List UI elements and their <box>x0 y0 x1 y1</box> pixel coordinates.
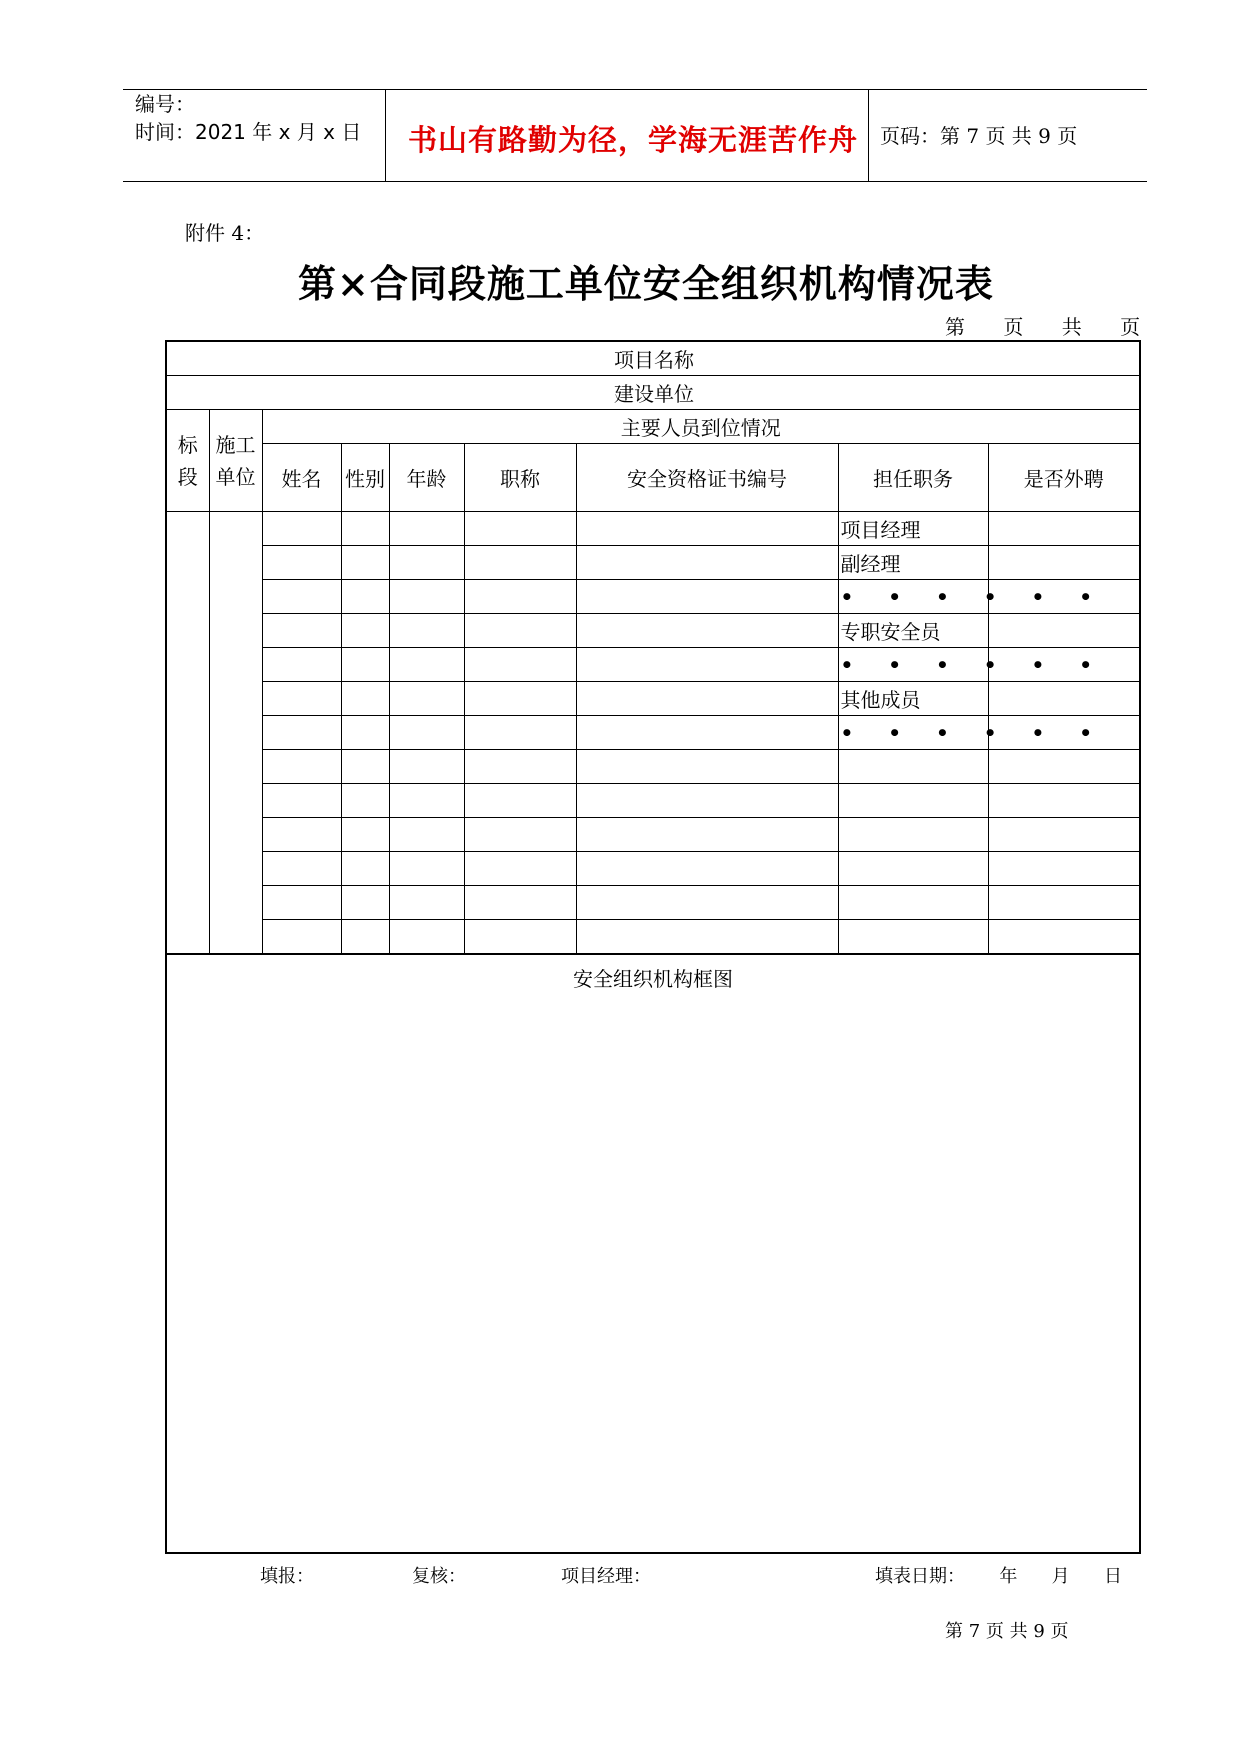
age-cell[interactable] <box>389 784 464 818</box>
gender-cell[interactable] <box>341 750 389 784</box>
name-cell[interactable] <box>262 852 341 886</box>
title-cell[interactable] <box>464 750 576 784</box>
table-row <box>166 614 1140 648</box>
cert-no-cell[interactable] <box>576 682 838 716</box>
name-cell[interactable] <box>262 648 341 682</box>
external-cell[interactable] <box>988 852 1140 886</box>
external-cell[interactable] <box>988 818 1140 852</box>
title-cell[interactable] <box>464 648 576 682</box>
gender-cell[interactable] <box>341 818 389 852</box>
name-cell[interactable] <box>262 886 341 920</box>
org-chart-frame-title: 安全组织机构框图 <box>573 967 734 991</box>
table-row <box>166 886 1140 920</box>
header-divider-right <box>868 89 869 181</box>
external-cell[interactable] <box>988 920 1140 955</box>
external-cell[interactable] <box>988 886 1140 920</box>
section-char-2: 段 <box>177 464 198 489</box>
age-cell[interactable] <box>389 750 464 784</box>
position-cell[interactable] <box>838 784 988 818</box>
external-cell[interactable] <box>988 512 1140 546</box>
construct-unit-header <box>209 410 262 512</box>
bottom-page-number: 第 7 页 共 9 页 <box>945 1621 1069 1642</box>
table-row <box>166 716 1140 750</box>
cert-no-cell[interactable] <box>576 784 838 818</box>
gender-cell[interactable] <box>341 784 389 818</box>
header-top-rule <box>123 89 1147 90</box>
position-cell[interactable] <box>838 920 988 955</box>
title-cell[interactable] <box>464 886 576 920</box>
construct-unit-cell[interactable] <box>209 512 262 955</box>
name-cell[interactable] <box>262 614 341 648</box>
name-cell[interactable] <box>262 818 341 852</box>
table-row <box>166 818 1140 852</box>
col-header-cert-no: 安全资格证书编号 <box>576 444 838 512</box>
cert-no-cell[interactable] <box>576 614 838 648</box>
footer-pm-label: 项目经理： <box>561 1566 651 1587</box>
cert-no-cell[interactable] <box>576 716 838 750</box>
cert-no-cell[interactable] <box>576 580 838 614</box>
position-cell[interactable] <box>838 886 988 920</box>
title-cell[interactable] <box>464 682 576 716</box>
gender-cell[interactable] <box>341 580 389 614</box>
header-divider-left <box>385 89 386 181</box>
title-cell[interactable] <box>464 512 576 546</box>
project-name-label: 项目名称 <box>614 348 695 372</box>
cert-no-cell[interactable] <box>576 818 838 852</box>
gender-cell[interactable] <box>341 614 389 648</box>
col-header-age: 年龄 <box>389 444 464 512</box>
col-header-title: 职称 <box>464 444 576 512</box>
page-title: 第×合同段施工单位安全组织机构情况表 <box>298 261 994 306</box>
age-cell[interactable] <box>389 682 464 716</box>
title-cell[interactable] <box>464 614 576 648</box>
gender-cell[interactable] <box>341 512 389 546</box>
age-cell[interactable] <box>389 920 464 955</box>
build-unit-label: 建设单位 <box>614 382 695 406</box>
header-bottom-rule <box>123 181 1147 182</box>
header-page-code: 页码：第 7 页 共 9 页 <box>880 124 1078 148</box>
footer-fill-label: 填报： <box>260 1566 314 1587</box>
title-cell[interactable] <box>464 852 576 886</box>
section-header <box>166 410 209 512</box>
org-chart-frame[interactable] <box>166 954 1140 1553</box>
safety-org-table-wrap <box>165 340 1139 1554</box>
table-row <box>166 580 1140 614</box>
external-cell[interactable] <box>988 750 1140 784</box>
cert-no-cell[interactable] <box>576 750 838 784</box>
name-cell[interactable] <box>262 920 341 955</box>
cert-no-cell[interactable] <box>576 512 838 546</box>
footer-review-label: 复核： <box>412 1566 466 1587</box>
title-cell[interactable] <box>464 784 576 818</box>
position-cell[interactable]: • • • • • • <box>838 648 988 682</box>
position-cell[interactable]: 专职安全员 <box>838 614 988 648</box>
name-cell[interactable] <box>262 750 341 784</box>
table-row <box>166 682 1140 716</box>
position-cell[interactable] <box>838 852 988 886</box>
name-cell[interactable] <box>262 512 341 546</box>
position-cell[interactable]: • • • • • • <box>838 580 988 614</box>
doc-time-label: 时间：2021 年 x 月 x 日 <box>135 120 362 144</box>
page-count-info: 第 页 共 页 <box>945 315 1157 339</box>
external-cell[interactable] <box>988 682 1140 716</box>
attachment-label: 附件 4： <box>185 221 265 245</box>
gender-cell[interactable] <box>341 716 389 750</box>
name-cell[interactable] <box>262 546 341 580</box>
gender-cell[interactable] <box>341 682 389 716</box>
external-cell[interactable] <box>988 546 1140 580</box>
data-rows <box>166 512 1140 955</box>
title-cell[interactable] <box>464 580 576 614</box>
table-row <box>166 546 1140 580</box>
gender-cell[interactable] <box>341 886 389 920</box>
name-cell[interactable] <box>262 784 341 818</box>
name-cell[interactable] <box>262 716 341 750</box>
name-cell[interactable] <box>262 682 341 716</box>
title-cell[interactable] <box>464 546 576 580</box>
position-cell[interactable]: 副经理 <box>838 546 988 580</box>
col-header-gender: 性别 <box>341 444 389 512</box>
doc-code-label: 编号： <box>135 92 195 116</box>
cert-no-cell[interactable] <box>576 648 838 682</box>
safety-org-table <box>165 340 1141 1554</box>
cert-no-cell[interactable] <box>576 546 838 580</box>
table-row <box>166 920 1140 955</box>
cert-no-cell[interactable] <box>576 920 838 955</box>
title-cell[interactable] <box>464 818 576 852</box>
age-cell[interactable] <box>389 818 464 852</box>
external-cell[interactable] <box>988 614 1140 648</box>
age-cell[interactable] <box>389 886 464 920</box>
age-cell[interactable] <box>389 716 464 750</box>
table-row <box>166 852 1140 886</box>
position-cell[interactable]: • • • • • • <box>838 716 988 750</box>
age-cell[interactable] <box>389 546 464 580</box>
gender-cell[interactable] <box>341 920 389 955</box>
gender-cell[interactable] <box>341 546 389 580</box>
age-cell[interactable] <box>389 614 464 648</box>
table-row <box>166 648 1140 682</box>
gender-cell[interactable] <box>341 852 389 886</box>
title-cell[interactable] <box>464 920 576 955</box>
col-header-external: 是否外聘 <box>988 444 1140 512</box>
motto-banner: 书山有路勤为径，学海无涯苦作舟 <box>408 123 859 157</box>
age-cell[interactable] <box>389 512 464 546</box>
table-row <box>166 750 1140 784</box>
age-cell[interactable] <box>389 580 464 614</box>
name-cell[interactable] <box>262 580 341 614</box>
position-cell[interactable]: 项目经理 <box>838 512 988 546</box>
table-row <box>166 784 1140 818</box>
cert-no-cell[interactable] <box>576 886 838 920</box>
position-cell[interactable]: 其他成员 <box>838 682 988 716</box>
main-personnel-header: 主要人员到位情况 <box>262 410 1140 444</box>
table-row <box>166 512 1140 546</box>
section-char-1: 标 <box>177 432 198 457</box>
construct-unit-line-1: 施工 <box>215 432 256 457</box>
age-cell[interactable] <box>389 852 464 886</box>
col-header-name: 姓名 <box>262 444 341 512</box>
position-cell[interactable] <box>838 750 988 784</box>
title-cell[interactable] <box>464 716 576 750</box>
gender-cell[interactable] <box>341 648 389 682</box>
col-header-position: 担任职务 <box>838 444 988 512</box>
age-cell[interactable] <box>389 648 464 682</box>
external-cell[interactable] <box>988 784 1140 818</box>
project-name-cell[interactable] <box>166 341 1140 376</box>
section-cell[interactable] <box>166 512 209 955</box>
cert-no-cell[interactable] <box>576 852 838 886</box>
position-cell[interactable] <box>838 818 988 852</box>
construct-unit-line-2: 单位 <box>215 464 256 489</box>
build-unit-cell[interactable] <box>166 376 1140 410</box>
footer-date-label: 填表日期： 年 月 日 <box>875 1566 1122 1587</box>
